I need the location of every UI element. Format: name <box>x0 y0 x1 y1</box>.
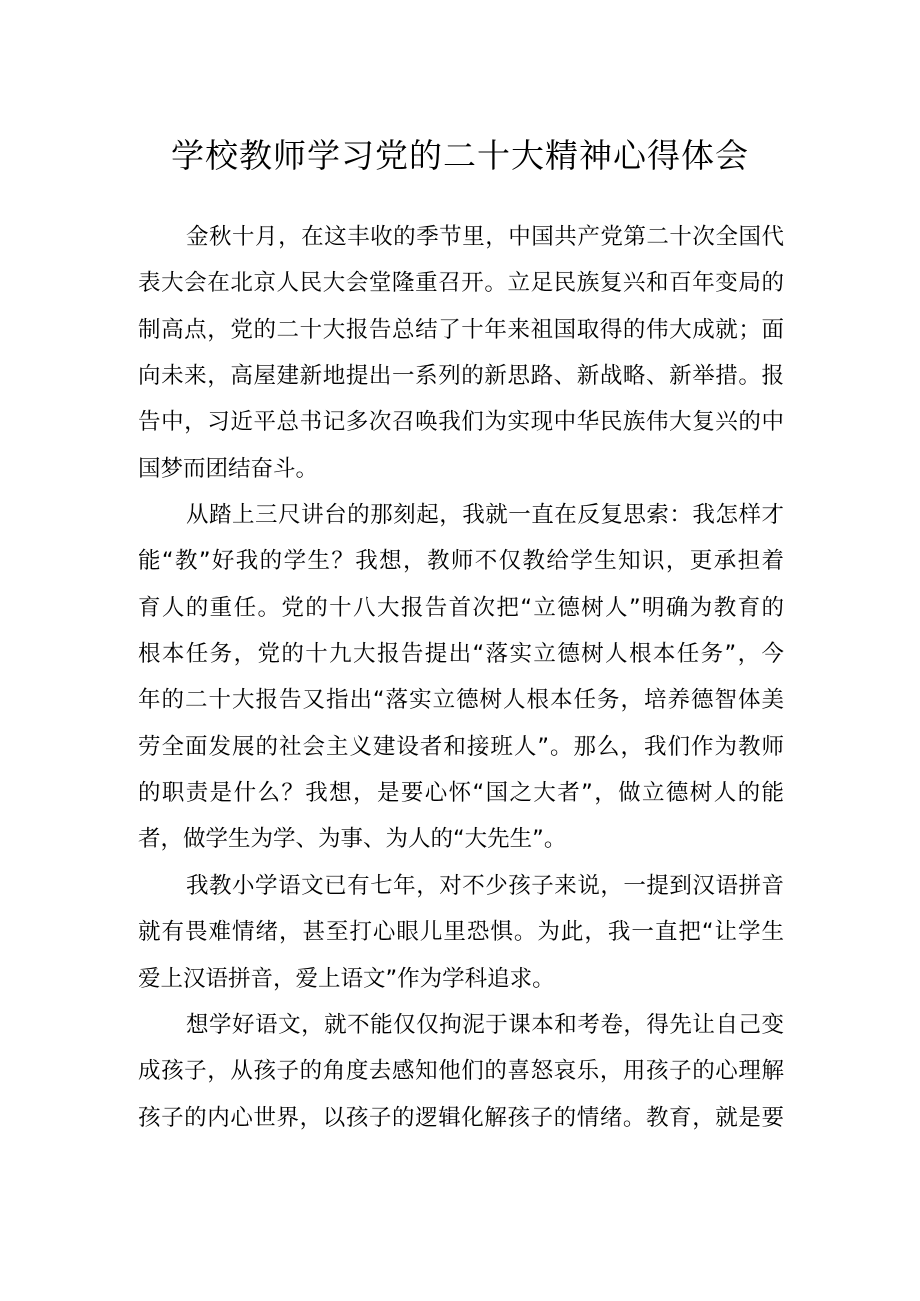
paragraph-line: 能“教”好我的学生？我想，教师不仅教给学生知识，更承担着 <box>138 548 784 575</box>
paragraph <box>138 492 784 863</box>
paragraph-line: 向未来，高屋建新地提出一系列的新思路、新战略、新举措。报 <box>138 363 784 390</box>
paragraph <box>138 214 784 492</box>
paragraph-line: 根本任务，党的十九大报告提出“落实立德树人根本任务”，今 <box>138 641 784 668</box>
paragraph-line: 就有畏难情绪，甚至打心眼儿里恐惧。为此，我一直把“让学生 <box>138 919 784 946</box>
document-body <box>138 214 784 1141</box>
paragraph-line: 成孩子，从孩子的角度去感知他们的喜怒哀乐，用孩子的心理解 <box>138 1058 784 1085</box>
paragraph-line: 孩子的内心世界，以孩子的逻辑化解孩子的情绪。教育，就是要 <box>138 1104 784 1131</box>
paragraph-line: 者，做学生为学、为事、为人的“大先生”。 <box>138 826 567 853</box>
document-title: 学校教师学习党的二十大精神心得体会 <box>171 136 749 175</box>
paragraph-line: 国梦而团结奋斗。 <box>138 455 319 482</box>
paragraph-line: 想学好语文，就不能仅仅拘泥于课本和考卷，得先让自己变 <box>186 1011 784 1038</box>
paragraph <box>138 1002 784 1141</box>
paragraph <box>138 863 784 1002</box>
paragraph-line: 我教小学语文已有七年，对不少孩子来说，一提到汉语拼音 <box>186 872 784 899</box>
paragraph-line: 劳全面发展的社会主义建设者和接班人”。那么，我们作为教师 <box>138 733 784 760</box>
paragraph-line: 告中，习近平总书记多次召唤我们为实现中华民族伟大复兴的中 <box>138 409 784 436</box>
paragraph-line: 表大会在北京人民大会堂隆重召开。立足民族复兴和百年变局的 <box>138 270 784 297</box>
paragraph-line: 年的二十大报告又指出“落实立德树人根本任务，培养德智体美 <box>138 687 784 714</box>
paragraph-line: 从踏上三尺讲台的那刻起，我就一直在反复思索：我怎样才 <box>186 502 784 529</box>
paragraph-line: 制高点，党的二十大报告总结了十年来祖国取得的伟大成就；面 <box>138 316 784 343</box>
paragraph-line: 爱上汉语拼音，爱上语文”作为学科追求。 <box>138 965 555 992</box>
paragraph-line: 育人的重任。党的十八大报告首次把“立德树人”明确为教育的 <box>138 594 784 621</box>
paragraph-line: 的职责是什么？我想，是要心怀“国之大者”，做立德树人的能 <box>138 780 784 807</box>
paragraph-line: 金秋十月，在这丰收的季节里，中国共产党第二十次全国代 <box>186 224 784 250</box>
